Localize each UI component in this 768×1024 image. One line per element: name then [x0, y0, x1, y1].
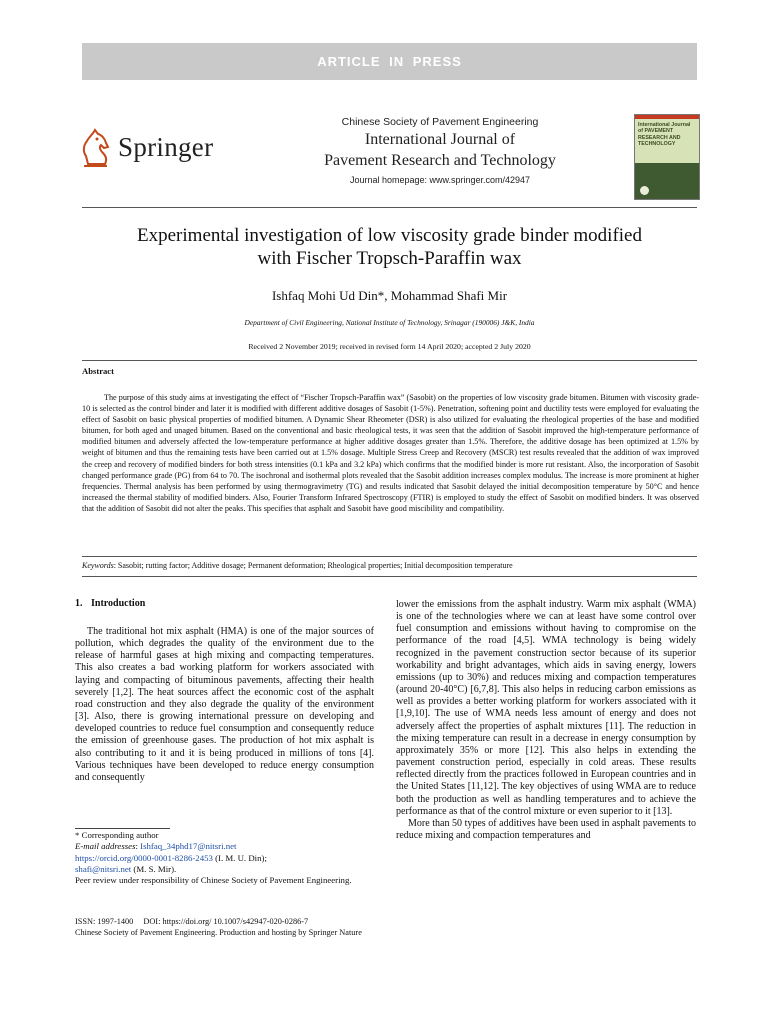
author-affiliation: Department of Civil Engineering, National Institute of Technology, Srinagar (190006) J&K, India	[244, 318, 535, 327]
intro-paragraph-3: More than 50 types of additives have been used in asphalt pavements to reduce mixing and compaction temperatures and	[396, 817, 696, 841]
journal-homepage: Journal homepage: www.springer.com/42947	[349, 175, 531, 185]
cover-title-text: International Journal of PAVEMENT RESEARCH AND TECHNOLOGY	[638, 122, 691, 147]
journal-name-line2: Pavement Research and Technology	[324, 152, 556, 169]
abstract-text: The purpose of this study aims at investigating the effect of “Fischer Tropsch-Paraffin wax” (Sasobit) on the properties of low viscosity grade bitumen. Bitumen with viscosity grade-10 is selected as the control binder and later it is modified with different additive dosages of Sasobit (1-5%). Penetration, softening point and ductility tests were employed for evaluating the effect of Sasobit on basic physical properties of modified bitumen. A Dynamic Shear Rheometer (DSR) is also utilized for evaluating the rheological properties of the base and modified bitumen, for both aged and unaged bitumen. Based on the conventional and basic rheological tests, it was seen that the addition of Sasobit improved the high-temperature performance of modified bitumen and adversely affected the low-temperature performance at higher additive dosages greater than 1.5%. Therefore, the additive dosage has been optimized at 1.5% by weight of bitumen and thus the remaining tests have been carried out at 1.5% dosage. Multiple Stress Creep and Recovery (MSCR) test results revealed that the addition of wax improved the creep and recovery of modified binders for both stress intensities (0.1 kPa and 3.2 kPa) which confirms that the modified binder is more rut resistant. Also, the incorporation of Sasobit changed performance grade (PG) from 64 to 70. The isochronal and isothermal plots revealed that the Sasobit addition increases complex modulus. The increase is more prominent at higher frequencies. Thermal analysis has been performed by using thermogravimetry (TG) and results indicated that Sasobit delayed the initial decomposition temperature by 50°C and hence increased the thermal stability of modified binders. Also, Fourier Transform Infrared Spectroscopy (FTIR) is employed to study the effect of Sasobit on modified binders. It was observed that the addition of Sasobit did not alter the peaks. This specifies that asphalt and Sasobit have good miscibility and compatibility.	[82, 393, 699, 513]
intro-paragraph-2: lower the emissions from the asphalt industry. Warm mix asphalt (WMA) is one of the technologies where we can at least have some control over fuel consumption and emissions without having to compromise on the performance of the road [4,5]. WMA technology is being widely recognized in the pavement construction sector because of its superior workability and bright advantages, which aids in saving energy, lowers emissions (up to 30%) and reduces mixing and compaction temperatures (around 20-40°C) [6,7,8]. This also helps in reducing carbon emissions as well as provides a better working platform for workers associated with it [1,9,10]. The use of WMA needs less amount of energy and does not adversely affect the properties of asphalt mixtures [11]. The reduction in the mixing temperature can result in a decrease in energy consumption by approximately 35% or more [12]. This also helps in extending the pavement construction period, especially in cold areas. These results reflected directly from the practices followed in European countries and in the United States [11,12]. The key objectives of using WMA are to reduce both the production as well as handling temperatures and to achieve the performance as that of the control mixture or even superior to it [13].	[396, 599, 696, 817]
email2-owner: (M. S. Mir).	[131, 863, 177, 874]
orcid-owner: (I. M. U. Din);	[212, 852, 267, 863]
society-name: Chinese Society of Pavement Engineering	[341, 116, 539, 128]
abstract-heading: Abstract	[82, 366, 114, 376]
footnote-divider	[75, 828, 170, 829]
publisher-logo	[80, 126, 230, 176]
keywords-top-divider	[82, 556, 697, 557]
keywords-label: Keywords	[82, 561, 114, 570]
issn: ISSN: 1997-1400	[75, 917, 134, 926]
page-footer	[75, 917, 695, 939]
email-link-1[interactable]: Ishfaq_34phd17@nitsri.net	[140, 841, 237, 852]
journal-name-line1: International Journal of	[364, 131, 516, 148]
keywords-text: : Sasobit; rutting factor; Additive dosage; Permanent deformation; Rheological properties; Initial decomposition temperature	[113, 561, 513, 570]
section-number: 1.	[75, 598, 83, 609]
article-title-line1: Experimental investigation of low viscosity grade binder modified	[137, 225, 642, 246]
hosting-line: Chinese Society of Pavement Engineering. Production and hosting by Springer Nature	[75, 927, 362, 937]
springer-knight-icon	[80, 126, 114, 170]
email-link-2[interactable]: shafi@nitsri.net	[75, 863, 132, 874]
issn-doi-line	[75, 917, 695, 928]
author-list: Ishfaq Mohi Ud Din*, Mohammad Shafi Mir	[271, 288, 508, 303]
keywords-bottom-divider	[82, 576, 697, 577]
body-column-right	[396, 599, 696, 842]
journal-cover-image	[634, 114, 700, 200]
intro-paragraph-1: The traditional hot mix asphalt (HMA) is one of the major sources of pollution, which degrades the quality of the environment due to the release of harmful gases at high mixing and compacting temperatures. This also creates a bad working platform for workers associated with laying and compacting of bituminous pavements, affecting their health severely [1,2]. The heat sources affect the economic cost of the asphalt road construction and they also degrade the quality of the environment [3]. Also, there is growing international pressure on developing and developed countries to reduce fuel consumption and consequently reduce the emission of greenhouse gases. The production of hot mix asphalt is also contributing to it and it is being produced in millions of tons [4]. Various techniques have been developed to reduce energy consumption and consequently	[75, 626, 374, 783]
email-line-2	[75, 864, 375, 875]
body-column-left	[75, 626, 374, 784]
doi: DOI: https://doi.org/ 10.1007/s42947-020-0286-7	[143, 917, 309, 926]
received-dates: Received 2 November 2019; received in revised form 14 April 2020; accepted 2 July 2020	[248, 342, 531, 351]
section-title: Introduction	[91, 598, 146, 609]
section-heading-introduction	[75, 598, 145, 609]
corresponding-author-note: * Corresponding author	[75, 830, 159, 840]
article-title-line2: with Fischer Tropsch-Paraffin wax	[257, 248, 522, 269]
footnotes	[75, 830, 375, 886]
article-in-press-banner: ARTICLE IN PRESS	[82, 43, 697, 80]
journal-header	[260, 116, 620, 185]
orcid-line	[75, 853, 375, 864]
abstract-top-divider	[82, 360, 697, 361]
peer-review-note: Peer review under responsibility of Chinese Society of Pavement Engineering.	[75, 875, 352, 886]
email-line: E-mail addresses: Ishfaq_34phd17@nitsri.net	[75, 841, 237, 852]
springer-wordmark: Springer	[118, 132, 214, 162]
email-label: E-mail addresses	[75, 841, 136, 852]
header-divider	[82, 207, 697, 208]
article-title	[82, 224, 697, 270]
keywords-line	[82, 561, 697, 570]
cover-emblem-icon	[640, 186, 649, 195]
orcid-link[interactable]: https://orcid.org/0000-0001-8286-2453	[75, 852, 213, 863]
